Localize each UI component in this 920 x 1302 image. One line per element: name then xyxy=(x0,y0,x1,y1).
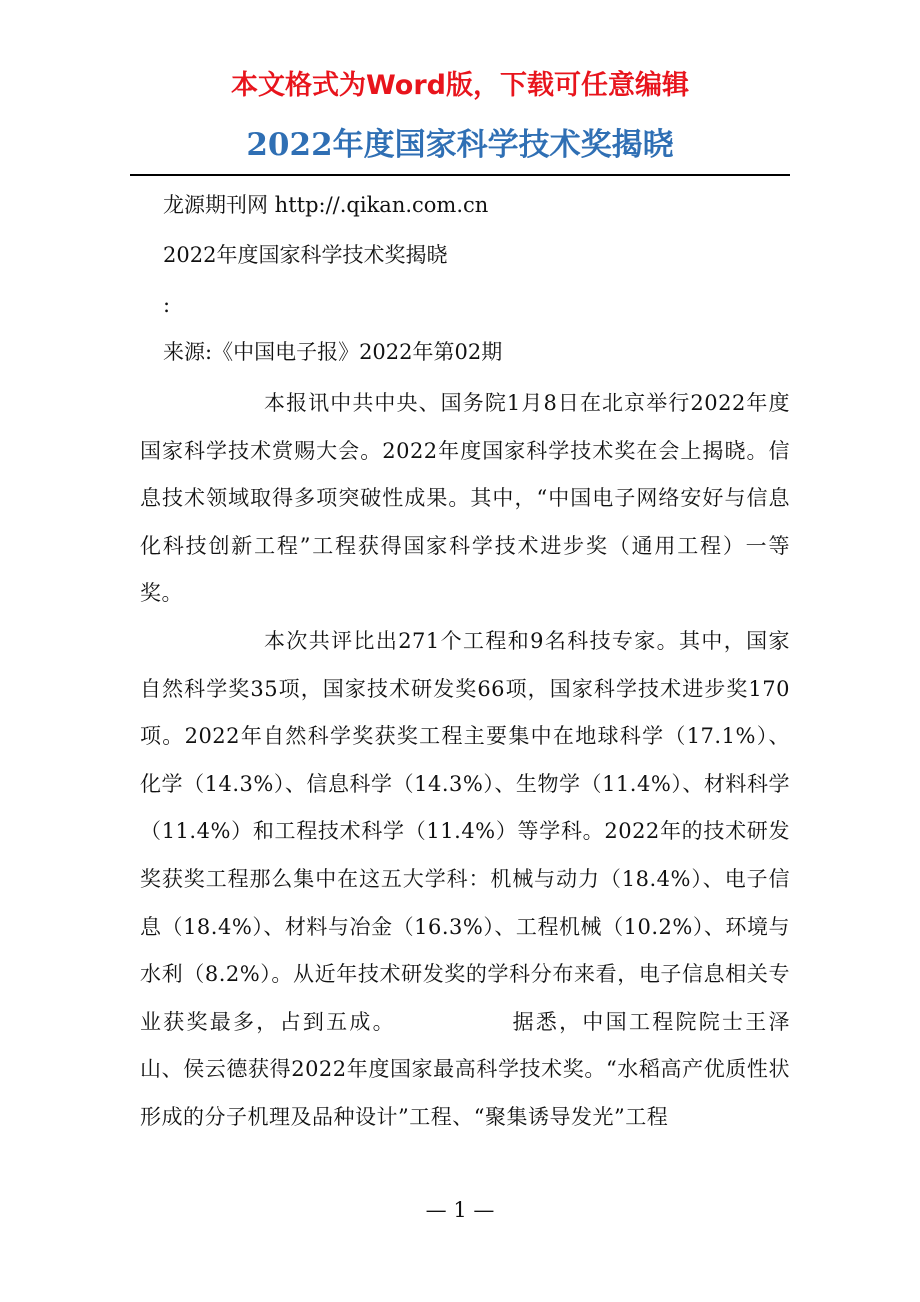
article-body xyxy=(140,380,790,1142)
source-site-line: 龙源期刊网 http://.qikan.com.cn xyxy=(163,193,489,217)
title-divider xyxy=(130,174,790,176)
paragraph-2-text: 本次共评比出271个工程和9名科技专家。其中，国家自然科学奖35项，国家技术研发奖66项，国家科学技术进步奖170项。2022年自然科学奖获奖工程主要集中在地球科学（17.1%）、化学（14.3%）、信息科学（14.3%）、生物学（11.4%）、材料科学（11.4%）和工程技术科学（11.4%）等学科。2022年的技术研发奖获奖工程那么集中在这五大学科：机械与动力（18.4%）、电子信息（18.4%）、材料与冶金（16.3%）、工程机械（10.2%）、环境与水利（8.2%）。从近年技术研发奖的学科分布来看，电子信息相关专业获奖最多，占到五成。 xyxy=(140,628,790,1034)
paragraph-3-text: 据悉，中国工程院院士王泽山、侯云德获得2022年度国家最高科学技术奖。“水稻高产优质性状形成的分子机理及品种设计”工程、“聚集诱导发光”工程 xyxy=(140,1009,791,1129)
publication-line: 来源:《中国电子报》2022年第02期 xyxy=(163,340,503,364)
page-number: — 1 — xyxy=(425,1198,495,1222)
author-line: : xyxy=(163,293,171,317)
article-title-line: 2022年度国家科学技术奖揭晓 xyxy=(163,243,448,267)
document-title: 2022年度国家科学技术奖揭晓 xyxy=(246,127,674,163)
paragraph-1: 本报讯中共中央、国务院1月8日在北京举行2022年度国家科学技术赏赐大会。2022年度国家科学技术奖在会上揭晓。信息技术领域取得多项突破性成果。其中，“中国电子网络安好与信息化科技创新工程”工程获得国家科学技术进步奖（通用工程）一等奖。 xyxy=(140,391,790,606)
paragraph-2 xyxy=(140,618,790,1142)
download-notice: 本文格式为Word版，下载可任意编辑 xyxy=(230,70,689,101)
